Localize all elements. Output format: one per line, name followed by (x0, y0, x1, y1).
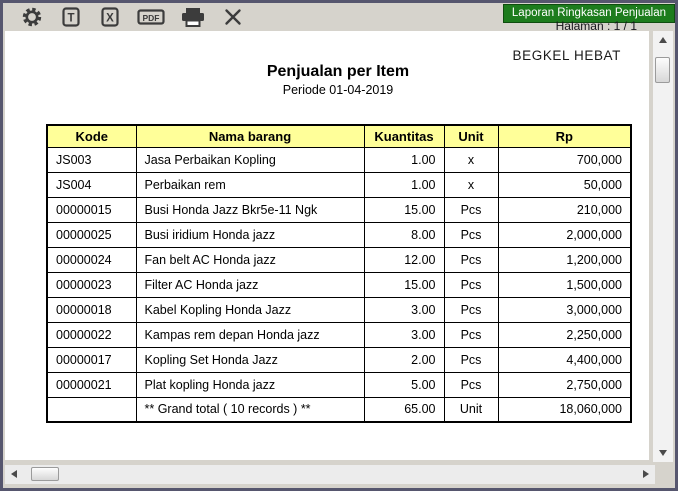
table-cell: Pcs (444, 372, 498, 397)
scroll-right-arrow-icon[interactable] (643, 470, 649, 478)
table-row (47, 172, 631, 197)
table-cell: Pcs (444, 347, 498, 372)
table-cell: Pcs (444, 272, 498, 297)
table-cell: 210,000 (498, 197, 631, 222)
table-cell: Perbaikan rem (136, 172, 364, 197)
horizontal-scrollbar[interactable] (5, 465, 655, 484)
page-indicator: Halaman : 1 / 1 (555, 19, 637, 33)
table-cell: Pcs (444, 222, 498, 247)
table-cell: 50,000 (498, 172, 631, 197)
sales-table-body (47, 147, 631, 422)
table-cell: Filter AC Honda jazz (136, 272, 364, 297)
table-cell: 1.00 (364, 147, 444, 172)
column-header: Kuantitas (364, 125, 444, 147)
table-cell: JS003 (47, 147, 136, 172)
vertical-scrollbar[interactable] (653, 31, 673, 462)
table-cell: 00000023 (47, 272, 136, 297)
table-cell: 2,250,000 (498, 322, 631, 347)
table-cell: 00000017 (47, 347, 136, 372)
column-header: Nama barang (136, 125, 364, 147)
table-row (47, 297, 631, 322)
export-excel-icon (99, 6, 121, 28)
table-cell: Pcs (444, 322, 498, 347)
svg-text:X: X (106, 12, 114, 25)
table-row (47, 322, 631, 347)
export-pdf-button[interactable] (136, 5, 166, 29)
sales-table-header (47, 125, 631, 147)
table-cell: 3.00 (364, 322, 444, 347)
table-cell: 2,000,000 (498, 222, 631, 247)
table-cell: 3.00 (364, 297, 444, 322)
report-title: Penjualan per Item (266, 63, 410, 80)
table-row (47, 147, 631, 172)
close-button[interactable] (220, 5, 246, 29)
svg-text:T: T (67, 12, 75, 25)
table-cell: Unit (444, 397, 498, 422)
table-cell: 00000025 (47, 222, 136, 247)
table-cell: Kopling Set Honda Jazz (136, 347, 364, 372)
header-row (47, 125, 631, 147)
horizontal-scrollbar-thumb[interactable] (31, 467, 59, 481)
table-cell: Pcs (444, 197, 498, 222)
export-pdf-icon (137, 6, 165, 28)
table-cell: Kampas rem depan Honda jazz (136, 322, 364, 347)
table-cell: 12.00 (364, 247, 444, 272)
table-cell: 00000022 (47, 322, 136, 347)
table-row (47, 347, 631, 372)
table-cell: 00000018 (47, 297, 136, 322)
table-cell: 2.00 (364, 347, 444, 372)
print-button[interactable] (179, 5, 207, 29)
table-cell: 1,500,000 (498, 272, 631, 297)
table-cell: 00000021 (47, 372, 136, 397)
report-name-badge: Laporan Ringkasan Penjualan (503, 4, 675, 23)
table-cell: x (444, 172, 498, 197)
sales-table (46, 124, 632, 423)
table-cell: 3,000,000 (498, 297, 631, 322)
scroll-left-arrow-icon[interactable] (11, 470, 17, 478)
report-page (5, 31, 649, 460)
table-row (47, 197, 631, 222)
report-period: Periode 01-04-2019 (282, 83, 394, 97)
table-cell: 2,750,000 (498, 372, 631, 397)
scroll-down-arrow-icon[interactable] (659, 450, 667, 456)
table-row (47, 222, 631, 247)
table-cell: 4,400,000 (498, 347, 631, 372)
company-name: BEGKEL HEBAT (512, 48, 621, 63)
table-cell: 700,000 (498, 147, 631, 172)
print-icon (180, 6, 206, 28)
table-row (47, 272, 631, 297)
table-row (47, 247, 631, 272)
column-header: Rp (498, 125, 631, 147)
table-cell: 00000015 (47, 197, 136, 222)
export-text-icon (60, 6, 82, 28)
settings-button[interactable] (19, 5, 45, 29)
column-header: Unit (444, 125, 498, 147)
vertical-scrollbar-thumb[interactable] (655, 57, 670, 83)
table-cell: 15.00 (364, 197, 444, 222)
table-cell: 1.00 (364, 172, 444, 197)
table-cell: 15.00 (364, 272, 444, 297)
table-cell: Pcs (444, 297, 498, 322)
close-icon (223, 7, 243, 27)
table-cell: Jasa Perbaikan Kopling (136, 147, 364, 172)
table-cell: 18,060,000 (498, 397, 631, 422)
settings-gear-icon (21, 6, 43, 28)
table-cell: JS004 (47, 172, 136, 197)
table-cell: 65.00 (364, 397, 444, 422)
table-cell: 00000024 (47, 247, 136, 272)
table-cell: Pcs (444, 247, 498, 272)
table-cell: 1,200,000 (498, 247, 631, 272)
table-cell: 8.00 (364, 222, 444, 247)
table-row (47, 372, 631, 397)
table-cell (47, 397, 136, 422)
grand-total-row (47, 397, 631, 422)
table-cell: Fan belt AC Honda jazz (136, 247, 364, 272)
table-cell: Kabel Kopling Honda Jazz (136, 297, 364, 322)
table-cell: Busi Honda Jazz Bkr5e-11 Ngk (136, 197, 364, 222)
table-cell: 5.00 (364, 372, 444, 397)
table-cell: Plat kopling Honda jazz (136, 372, 364, 397)
table-cell: ** Grand total ( 10 records ) ** (136, 397, 364, 422)
export-text-button[interactable] (58, 5, 84, 29)
export-excel-button[interactable] (97, 5, 123, 29)
column-header: Kode (47, 125, 136, 147)
table-cell: x (444, 147, 498, 172)
table-cell: Busi iridium Honda jazz (136, 222, 364, 247)
scroll-up-arrow-icon[interactable] (659, 37, 667, 43)
svg-text:PDF: PDF (142, 13, 160, 23)
